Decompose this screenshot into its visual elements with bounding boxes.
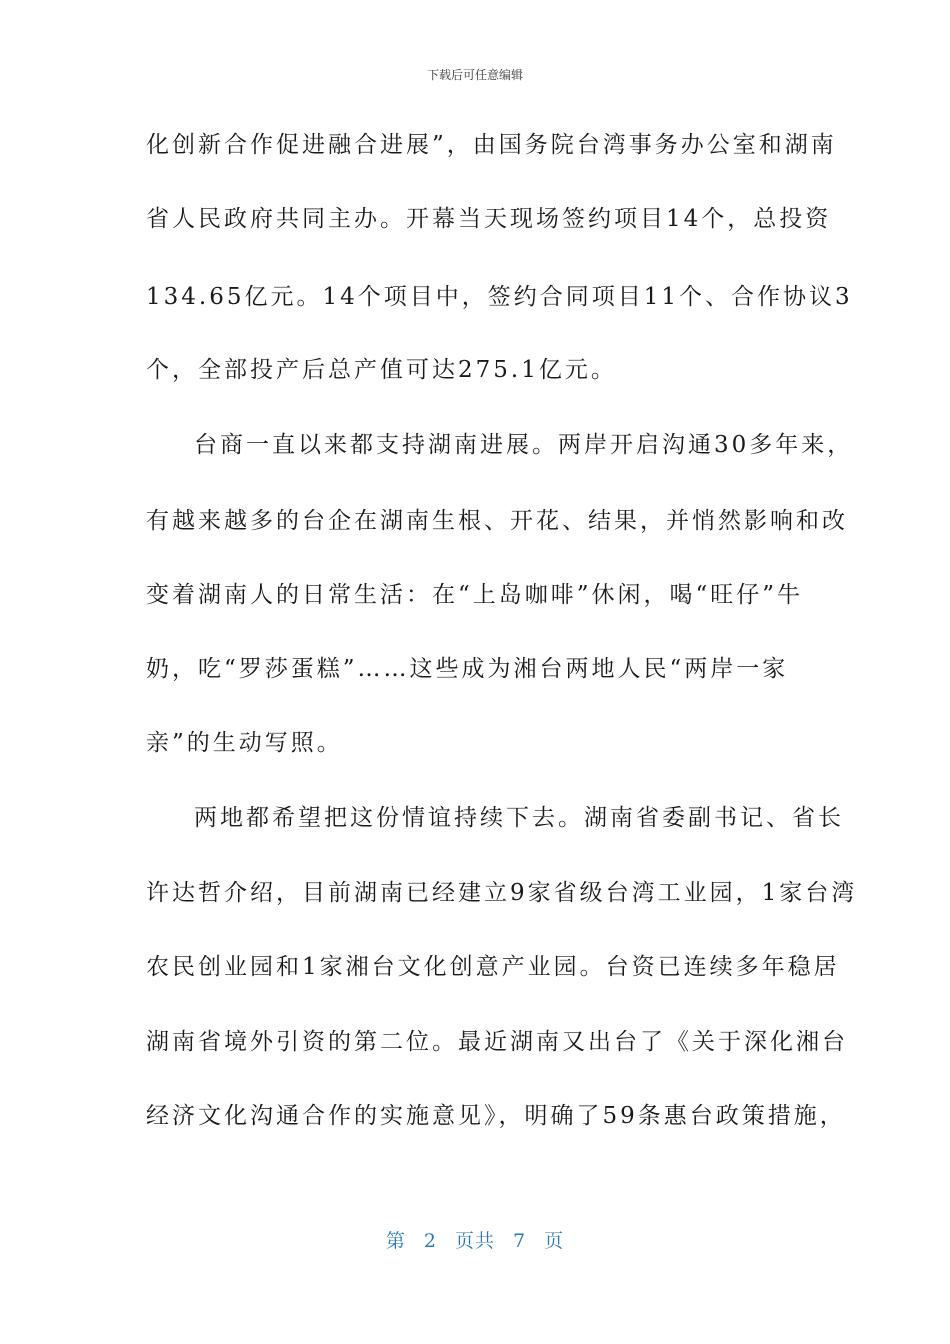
text-line: 134.65亿元。14个项目中，签约合同项目11个、合作协议3 (146, 284, 853, 310)
page-footer (0, 1226, 950, 1253)
text-line: 化创新合作促进融合进展”，由国务院台湾事务办公室和湖南 (146, 132, 837, 158)
total-prefix: 页共 (454, 1230, 495, 1252)
text-line: 有越来越多的台企在湖南生根、开花、结果，并悄然影响和改 (146, 508, 848, 534)
text-line: 许达哲介绍，目前湖南已经建立9家省级台湾工业园，1家台湾 (146, 880, 858, 906)
text-line: 农民创业园和1家湘台文化创意产业园。台资已连续多年稳居 (146, 954, 840, 980)
download-note: 下载后可任意编辑 (426, 68, 523, 82)
text-line: 个，全部投产后总产值可达275.1亿元。 (146, 357, 617, 383)
text-line: 湖南省境外引资的第二位。最近湖南又出台了《关于深化湘台 (146, 1029, 848, 1055)
text-line: 台商一直以来都支持湖南进展。两岸开启沟通30多年来， (194, 432, 854, 458)
page-number: 2 (423, 1230, 437, 1252)
text-line: 奶，吃“罗莎蛋糕”……这些成为湘台两地人民“两岸一家 (146, 656, 789, 682)
total-pages: 7 (513, 1230, 527, 1252)
text-line: 变着湖南人的日常生活：在“上岛咖啡”休闲，喝“旺仔”牛 (146, 582, 804, 608)
total-suffix: 页 (544, 1230, 565, 1252)
text-line: 亲”的生动写照。 (146, 730, 343, 756)
text-line: 经济文化沟通合作的实施意见》，明确了59条惠台政策措施， (146, 1103, 846, 1129)
page-label: 第 (385, 1230, 406, 1252)
text-line: 两地都希望把这份情谊持续下去。湖南省委副书记、省长 (194, 805, 844, 831)
text-line: 省人民政府共同主办。开幕当天现场签约项目14个，总投资 (146, 206, 832, 232)
